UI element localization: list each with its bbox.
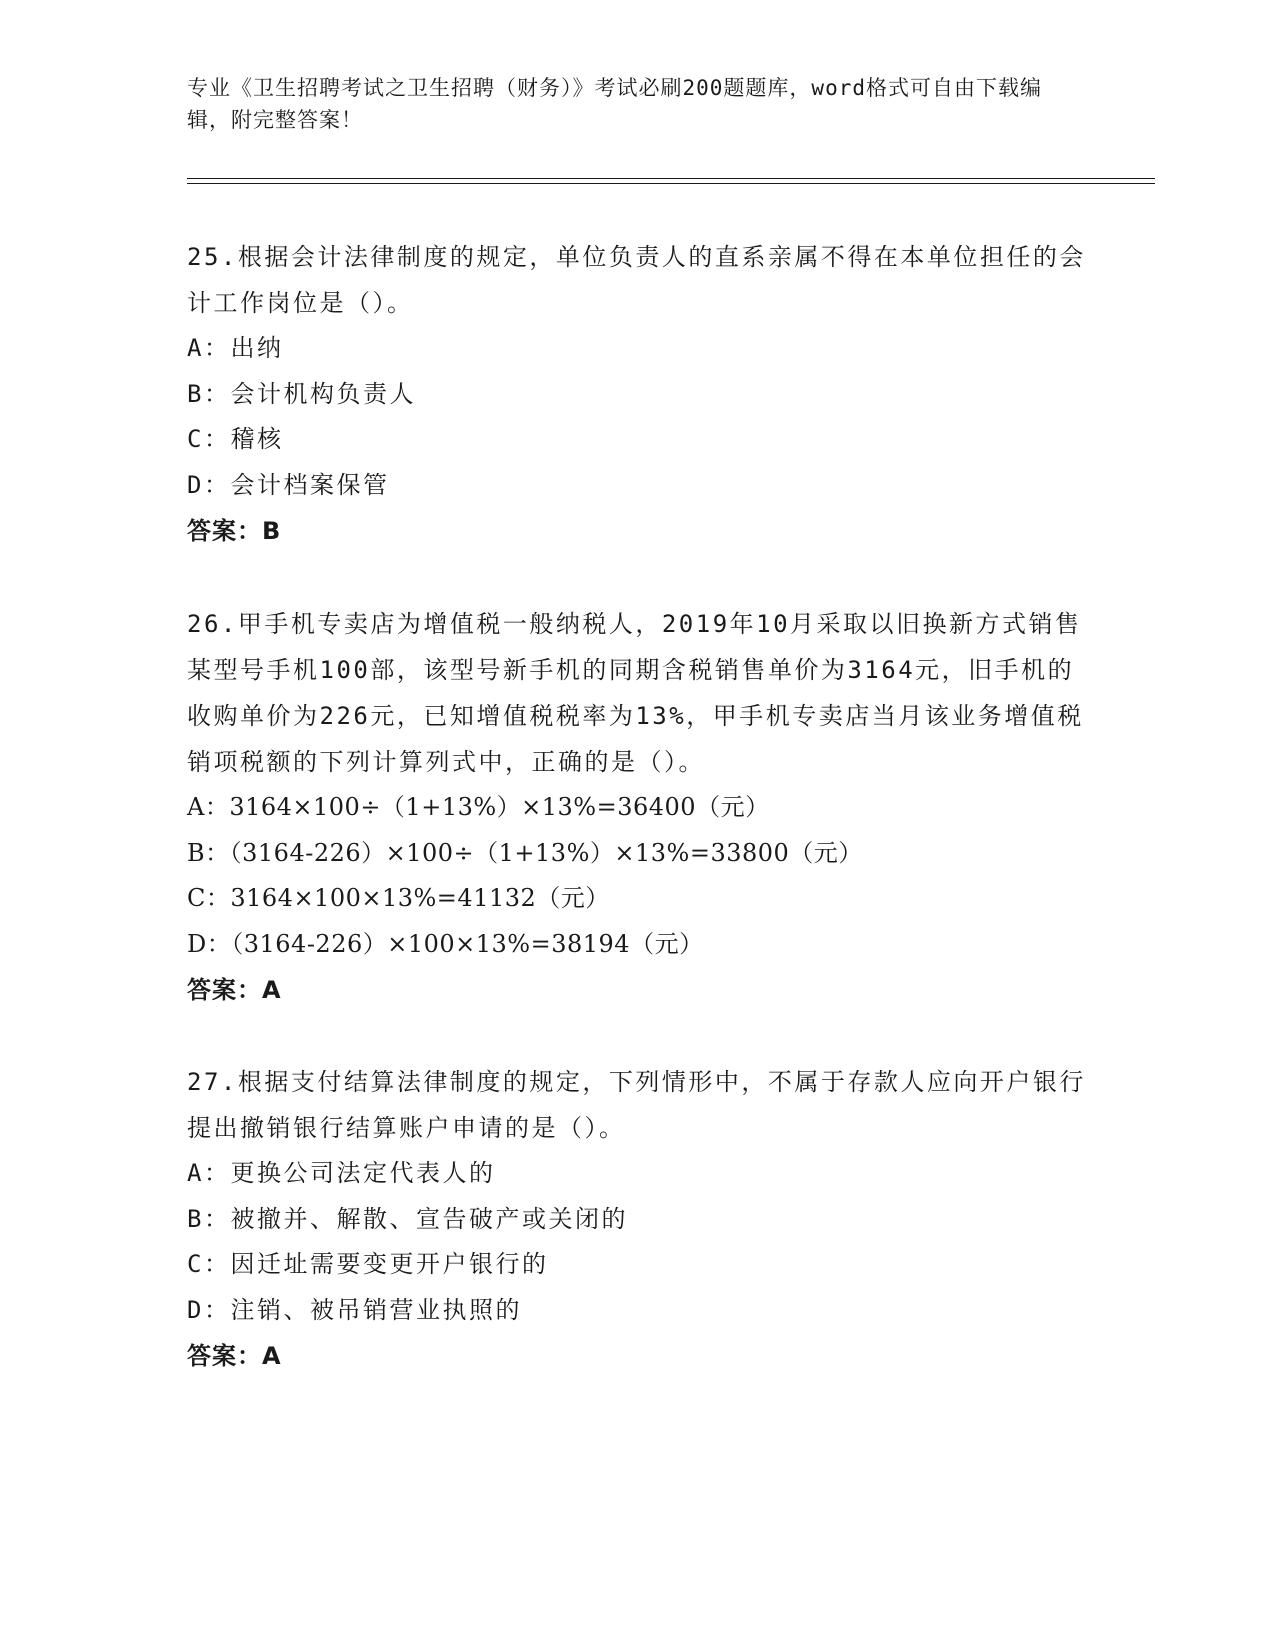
question-stem: 27.根据支付结算法律制度的规定，下列情形中，不属于存款人应向开户银行提出撤销银行结算账户申请的是（）。 xyxy=(187,1068,1086,1142)
answer-label: 答案：B xyxy=(187,517,282,545)
answer-label: 答案：A xyxy=(187,976,282,1004)
question-stem: 25.根据会计法律制度的规定，单位负责人的直系亲属不得在本单位担任的会计工作岗位是（）。 xyxy=(187,243,1086,317)
header-divider xyxy=(187,178,1155,184)
option-d: D：会计档案保管 xyxy=(187,470,390,499)
question-27 xyxy=(187,1059,1087,1379)
option-a: A：3164×100÷（1+13%）×13%=36400（元） xyxy=(187,793,770,821)
header-divider-line-bottom xyxy=(187,183,1155,184)
document-header xyxy=(187,72,1067,136)
answer-label: 答案：A xyxy=(187,1342,282,1370)
option-c: C：因迁址需要变更开户银行的 xyxy=(187,1250,549,1278)
option-c: C：3164×100×13%=41132（元） xyxy=(187,884,610,912)
option-d: D：注销、被吊销营业执照的 xyxy=(187,1295,522,1324)
question-stem: 26.甲手机专卖店为增值税一般纳税人，2019年10月采取以旧换新方式销售某型号手机100部，该型号新手机的同期含税销售单价为3164元，旧手机的收购单价为226元，已知增值税税率为13%，甲手机专卖店当月该业务增值税销项税额的下列计算列式中，正确的是（）。 xyxy=(187,610,1084,776)
option-b: B：（3164-226）×100÷（1+13%）×13%=33800（元） xyxy=(187,838,863,867)
option-a: A：出纳 xyxy=(187,334,284,362)
question-25 xyxy=(187,234,1087,554)
option-a: A：更换公司法定代表人的 xyxy=(187,1159,496,1187)
header-intro-text: 专业《卫生招聘考试之卫生招聘（财务）》考试必刷200题题库，word格式可自由下载编辑，附完整答案！ xyxy=(187,76,1042,132)
option-c: C：稽核 xyxy=(187,425,284,453)
option-b: B：会计机构负责人 xyxy=(187,379,416,408)
option-b: B：被撤并、解散、宣告破产或关闭的 xyxy=(187,1204,628,1233)
question-26 xyxy=(187,601,1087,1013)
header-divider-line-top xyxy=(187,178,1155,179)
option-d: D：（3164-226）×100×13%=38194（元） xyxy=(187,929,704,958)
